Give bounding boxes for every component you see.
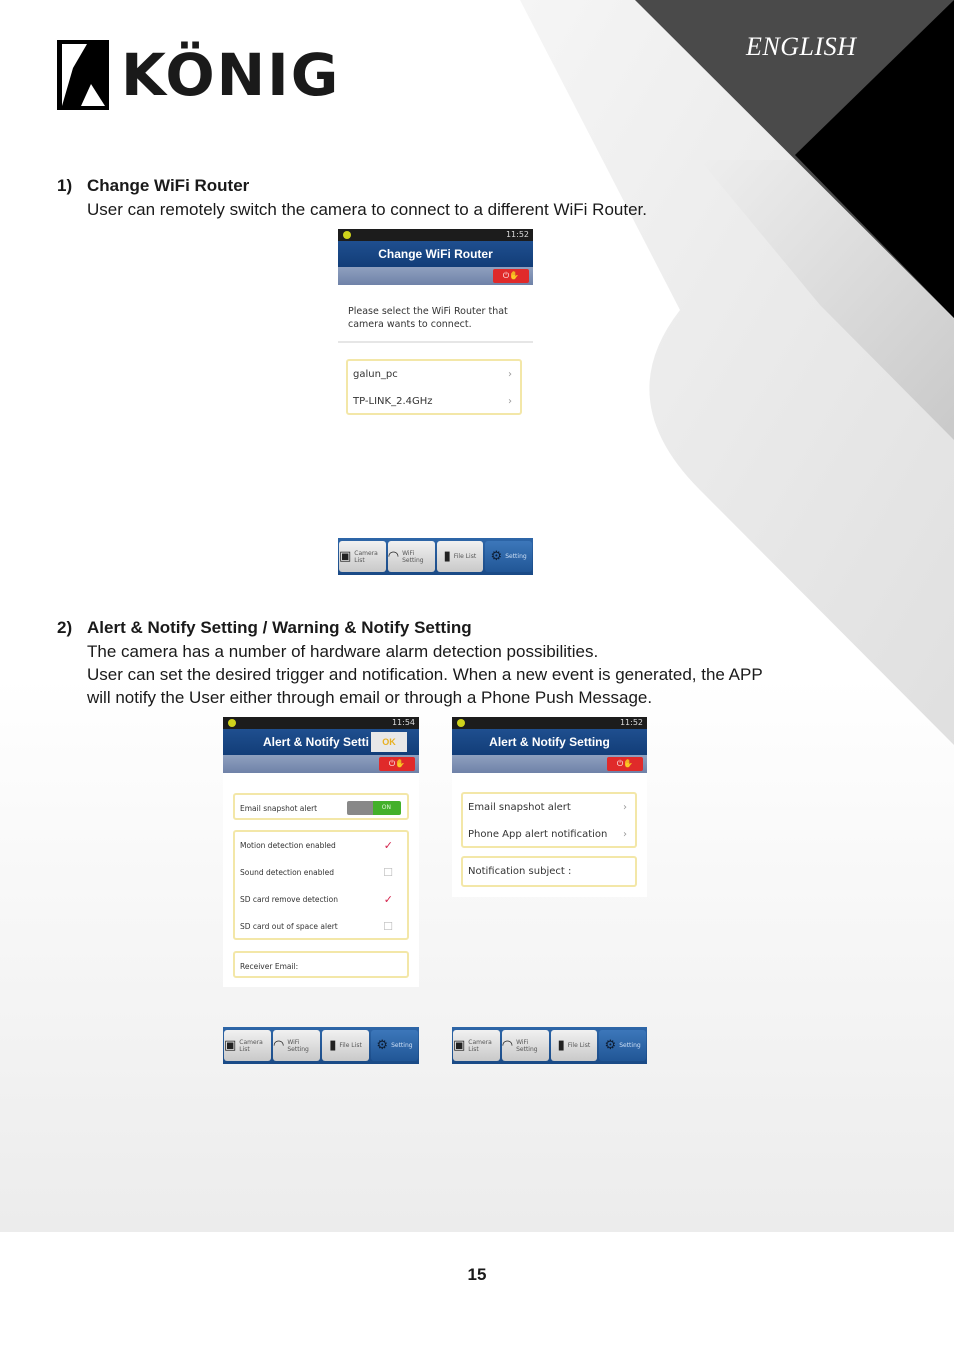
checkbox-checked-icon[interactable]: ✓ bbox=[383, 839, 393, 852]
konig-logo bbox=[57, 40, 340, 110]
email-alert-row: Email snapshot alert ON bbox=[235, 795, 407, 822]
email-alert-card bbox=[233, 793, 409, 820]
chevron-right-icon: › bbox=[623, 802, 627, 813]
page-number: 15 bbox=[467, 1265, 487, 1284]
detection-option[interactable]: SD card remove detection ✓ bbox=[235, 886, 407, 913]
bottom-nav-bar bbox=[223, 1027, 419, 1064]
konig-logo-text: KÖNIG bbox=[121, 41, 341, 109]
alert-notify-expanded-screenshot bbox=[223, 717, 419, 987]
section-2-body-line: User can set the desired trigger and notification. When a new event is generated, the APP bbox=[87, 665, 763, 684]
screen-title: Alert & Notify Setti OK bbox=[223, 729, 419, 755]
chevron-right-icon: › bbox=[623, 829, 627, 840]
chevron-right-icon: › bbox=[508, 396, 512, 407]
alarm-icon[interactable]: ⏻✋ bbox=[607, 757, 643, 771]
notify-options bbox=[461, 792, 637, 848]
alarm-icon[interactable]: ⏻✋ bbox=[493, 269, 529, 283]
status-bar: 11:52 bbox=[452, 717, 647, 729]
section-2-body-line: The camera has a number of hardware alarm detection possibilities. bbox=[87, 642, 599, 661]
change-wifi-screenshot bbox=[338, 229, 533, 434]
checkbox-checked-icon[interactable]: ✓ bbox=[383, 893, 393, 906]
nav-camera-list[interactable]: ▣ Camera List bbox=[339, 541, 386, 572]
action-bar bbox=[452, 755, 647, 773]
section-2-number: 2) bbox=[57, 618, 73, 637]
detection-option[interactable]: SD card out of space alert ☐ bbox=[235, 913, 407, 940]
checkbox-empty-icon[interactable]: ☐ bbox=[383, 866, 393, 879]
action-bar bbox=[338, 267, 533, 285]
bottom-nav-bar bbox=[338, 538, 533, 575]
section-2-body bbox=[87, 640, 827, 709]
section-2-body-line: will notify the User either through email or through a Phone Push Message. bbox=[87, 688, 653, 707]
section-1-number: 1) bbox=[57, 176, 73, 195]
screen-title: Alert & Notify Setting bbox=[452, 729, 647, 755]
notification-subject-label: Notification subject : bbox=[468, 866, 572, 877]
wifi-icon: ◠ bbox=[273, 1038, 285, 1053]
nav-wifi-setting[interactable]: ◠ WiFi Setting bbox=[388, 541, 435, 572]
ok-button[interactable]: OK bbox=[371, 732, 407, 752]
alarm-icon[interactable]: ⏻✋ bbox=[379, 757, 415, 771]
section-2-title: Alert & Notify Setting / Warning & Notify Setting bbox=[87, 618, 472, 637]
nav-file-list[interactable]: ▮ File List bbox=[437, 541, 484, 572]
file-list-icon: ▮ bbox=[443, 549, 451, 564]
nav-file-list[interactable]: ▮ File List bbox=[551, 1030, 598, 1061]
nav-wifi-setting[interactable]: ◠ WiFi Setting bbox=[502, 1030, 549, 1061]
notify-option[interactable]: Phone App alert notification › bbox=[463, 821, 635, 848]
camera-list-icon: ▣ bbox=[224, 1038, 237, 1053]
router-list bbox=[346, 359, 522, 415]
file-list-icon: ▮ bbox=[329, 1038, 337, 1053]
detection-option[interactable]: Motion detection enabled ✓ bbox=[235, 832, 407, 859]
router-item[interactable]: TP-LINK_2.4GHz › bbox=[348, 388, 520, 415]
nav-setting[interactable]: ⚙ Setting bbox=[599, 1030, 646, 1061]
action-bar bbox=[223, 755, 419, 773]
chevron-right-icon: › bbox=[508, 369, 512, 380]
divider bbox=[338, 341, 533, 343]
detection-option[interactable]: Sound detection enabled ☐ bbox=[235, 859, 407, 886]
checkbox-empty-icon[interactable]: ☐ bbox=[383, 920, 393, 933]
status-bar: 11:52 bbox=[338, 229, 533, 241]
nav-camera-list[interactable]: ▣ Camera List bbox=[224, 1030, 271, 1061]
konig-logo-mark-icon bbox=[57, 40, 109, 110]
language-label: ENGLISH bbox=[746, 32, 857, 61]
notify-option[interactable]: Email snapshot alert › bbox=[463, 794, 635, 821]
section-1-body: User can remotely switch the camera to connect to a different WiFi Router. bbox=[87, 200, 647, 219]
email-alert-toggle[interactable]: ON bbox=[347, 801, 401, 815]
nav-wifi-setting[interactable]: ◠ WiFi Setting bbox=[273, 1030, 320, 1061]
camera-list-icon: ▣ bbox=[339, 549, 352, 564]
detection-options bbox=[233, 830, 409, 940]
gear-icon: ⚙ bbox=[376, 1038, 389, 1053]
receiver-email-label: Receiver Email: bbox=[240, 962, 299, 971]
wifi-icon: ◠ bbox=[387, 549, 400, 564]
router-item[interactable]: galun_pc › bbox=[348, 361, 520, 388]
nav-camera-list[interactable]: ▣ Camera List bbox=[453, 1030, 500, 1061]
section-2-heading bbox=[57, 617, 472, 639]
nav-file-list[interactable]: ▮ File List bbox=[322, 1030, 369, 1061]
nav-setting[interactable]: ⚙ Setting bbox=[371, 1030, 418, 1061]
camera-list-icon: ▣ bbox=[453, 1038, 466, 1053]
screen-title: Change WiFi Router bbox=[338, 241, 533, 267]
receiver-email-card[interactable] bbox=[233, 951, 409, 978]
status-bar: 11:54 bbox=[223, 717, 419, 729]
nav-setting[interactable]: ⚙ Setting bbox=[485, 541, 532, 572]
notification-subject-card[interactable] bbox=[461, 856, 637, 887]
section-1-heading bbox=[57, 175, 249, 197]
gear-icon: ⚙ bbox=[490, 549, 503, 564]
wifi-icon: ◠ bbox=[501, 1038, 514, 1053]
gear-icon: ⚙ bbox=[604, 1038, 617, 1053]
section-1-title: Change WiFi Router bbox=[87, 176, 250, 195]
instruction-text: Please select the WiFi Router that camera wants to connect. bbox=[348, 306, 508, 330]
file-list-icon: ▮ bbox=[557, 1038, 565, 1053]
alert-notify-collapsed-screenshot bbox=[452, 717, 647, 897]
bottom-nav-bar bbox=[452, 1027, 647, 1064]
